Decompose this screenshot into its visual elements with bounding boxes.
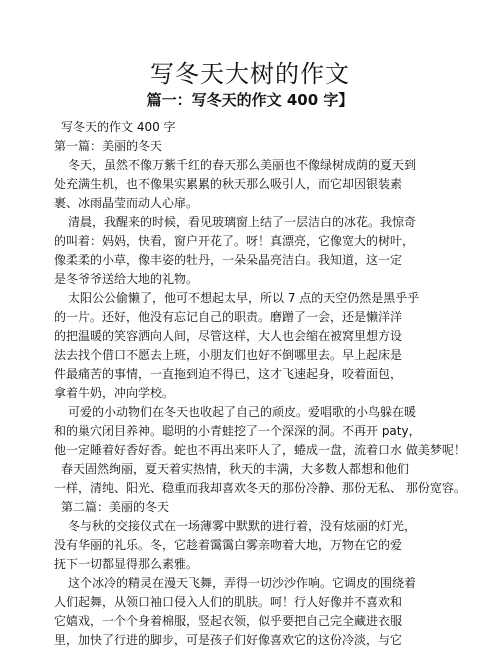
body-line: 抚下一切都显得那么素雅。 — [54, 557, 199, 571]
document-title: 写冬天大树的作文 — [150, 60, 350, 88]
body-line: 可爱的小动物们在冬天也收起了自己的顽皮。爱唱歌的小鸟躲在暖 — [68, 405, 417, 419]
body-line: 像柔柔的小草，像丰姿的牡丹，一朵朵晶亮洁白。我知道，这一定 — [54, 253, 403, 267]
body-line: 它嬉戏，一个个身着棉服，竖起衣领，似乎要把自己完全藏进衣服 — [54, 614, 403, 628]
body-line: 和的巢穴闭目养神。聪明的小青蛙挖了一个深深的洞。不再开 paty， — [54, 424, 421, 438]
body-line: 写冬天的作文 400 字 — [61, 120, 176, 134]
body-line: 一样，清纯、阳光、稳重而我却喜欢冬天的那份冷静、那份无私、 那份宽容。 — [54, 481, 466, 495]
body-line: 的一片。还好，他没有忘记自己的职责。磨蹭了一会，还是懒洋洋 — [54, 310, 403, 324]
body-line: 裹、冰雨晶莹而动人心扉。 — [54, 196, 199, 210]
body-line: 清晨，我醒来的时候，看见玻璃窗上结了一层洁白的冰花。我惊奇 — [68, 215, 417, 229]
body-line: 的把温暖的笑容洒向人间，尽管这样，大人也会缩在被窝里想方设 — [54, 329, 403, 343]
document-subtitle: 篇一：写冬天的作文 400 字】 — [146, 91, 354, 109]
body-line: 这个冰冷的精灵在漫天飞舞，弄得一切沙沙作响。它调皮的围绕着 — [68, 576, 417, 590]
body-line: 冬与秋的交接仪式在一场薄雾中默默的进行着，没有炫丽的灯光， — [68, 519, 417, 533]
body-line: 春天固然绚丽，夏天着实热情，秋天的丰满，大多数人都想和他们 — [61, 462, 410, 476]
body-line: 的叫着：妈妈，快看，窗户开花了。呀！真漂亮，它像宽大的树叶， — [54, 234, 415, 248]
body-line: 是冬爷爷送给大地的礼物。 — [54, 272, 199, 286]
body-line: 太阳公公偷懒了，他可不想起太早，所以 7 点的天空仍然是黑乎乎 — [68, 291, 420, 305]
body-line: 人们起舞，从领口袖口侵入人们的肌肤。呵！行人好像并不喜欢和 — [54, 595, 403, 609]
body-line: 第二篇：美丽的冬天 — [61, 500, 170, 514]
body-line: 他一定睡着好香好香。蛇也不再出来吓人了，蜷成一盘，流着口水 做美梦呢！ — [54, 443, 466, 457]
body-line: 处充满生机，也不像果实累累的秋天那么吸引人，而它却因银装素 — [54, 177, 403, 191]
body-line: 第一篇：美丽的冬天 — [54, 139, 163, 153]
body-line: 拿着牛奶，冲向学校。 — [54, 386, 175, 400]
body-line: 法去找个借口不愿去上班，小朋友们也好不倒哪里去。早上起床是 — [54, 348, 403, 362]
body-line: 没有华丽的礼乐。冬，它趁着霭霭白雾亲吻着大地，万物在它的爱 — [54, 538, 403, 552]
body-line: 冬天，虽然不像万紫千红的春天那么美丽也不像绿树成荫的夏天到 — [68, 158, 417, 172]
body-line: 里，加快了行进的脚步，可是孩子们好像喜欢它的这份冷淡，与它 — [54, 633, 403, 647]
body-line: 件最痛苦的事情，一直拖到迫不得已，这才飞速起身，咬着面包， — [54, 367, 403, 381]
